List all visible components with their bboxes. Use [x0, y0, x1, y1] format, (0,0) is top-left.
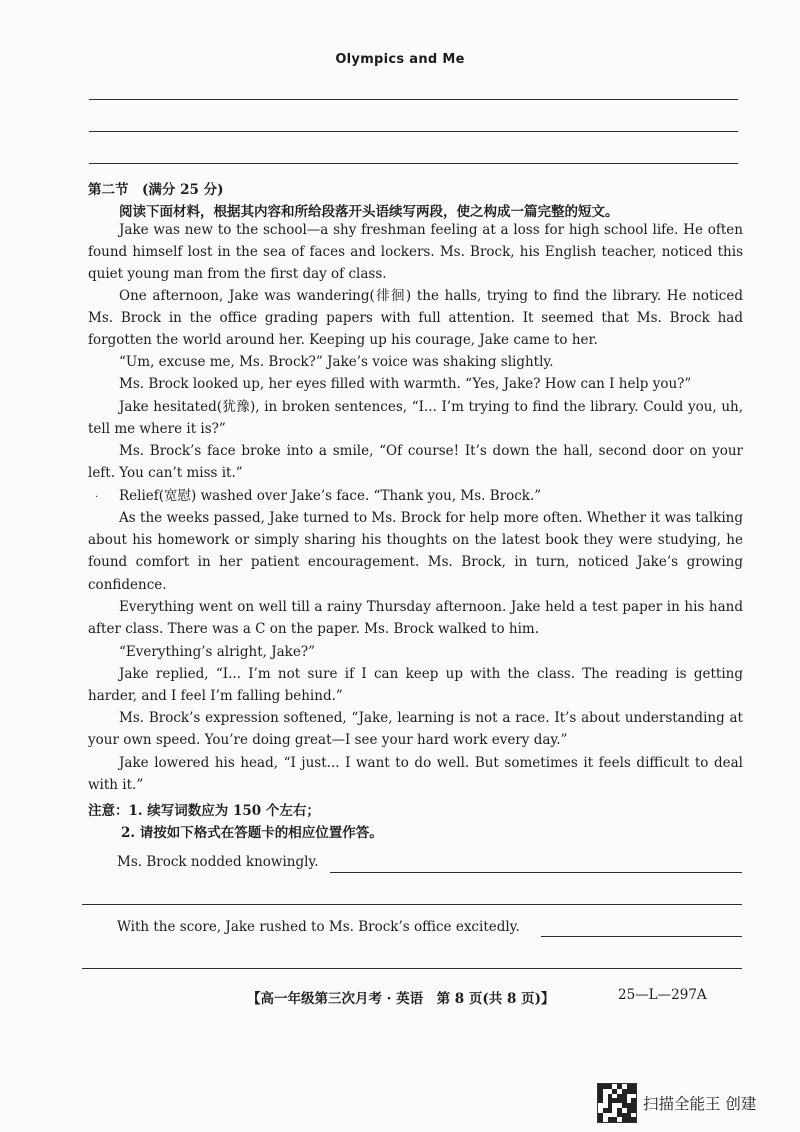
story-paragraph: “Everything’s alright, Jake?”: [119, 644, 315, 660]
paragraph-lead-2: With the score, Jake rushed to Ms. Brock’s office excitedly.: [117, 919, 520, 935]
stray-mark: .: [95, 489, 99, 500]
note-line-1: 注意：1. 续写词数应为 150 个左右；: [88, 803, 320, 819]
note-line-2: 2. 请按如下格式在答题卡的相应位置作答。: [121, 825, 383, 841]
lead-answer-line: [330, 872, 742, 873]
answer-line: [89, 163, 738, 164]
story-paragraph: Ms. Brock’s expression softened, “Jake, learning is not a race. It’s about understanding at your own speed. You’re doing great—I see your hard work every day.”: [88, 710, 743, 749]
answer-line: [89, 99, 738, 100]
story-paragraph: As the weeks passed, Jake turned to Ms. Brock for help more often. Whether it was talking about his homework or simply sharing his thoughts on the latest book they were studying, he found comfort in her patient encouragement. Ms. Brock, in turn, noticed Jake’s growing confidence.: [88, 510, 743, 593]
answer-line: [82, 968, 742, 969]
qr-code-icon: [597, 1083, 637, 1123]
story-paragraph: Jake replied, “I... I’m not sure if I can keep up with the class. The reading is getting harder, and I feel I’m falling behind.”: [88, 666, 743, 705]
story-paragraph: Jake was new to the school—a shy freshman feeling at a loss for high school life. He often found himself lost in the sea of faces and lockers. Ms. Brock, his English teacher, noticed this quiet young man from the first day of class.: [88, 222, 743, 283]
section-heading: 第二节 (满分 25 分): [88, 182, 224, 198]
story-paragraph: Relief(宽慰) washed over Jake’s face. “Thank you, Ms. Brock.”: [119, 488, 542, 504]
paragraph-lead-1: Ms. Brock nodded knowingly.: [117, 854, 319, 870]
story-paragraph: Jake lowered his head, “I just... I want to do well. But sometimes it feels difficult to deal with it.”: [88, 755, 743, 794]
lead-answer-line: [541, 936, 742, 937]
story-paragraph: “Um, excuse me, Ms. Brock?” Jake’s voice was shaking slightly.: [119, 354, 554, 370]
story-paragraph: One afternoon, Jake was wandering(徘徊) the halls, trying to find the library. He noticed Ms. Brock in the office grading papers with full attention. It seemed that Ms. Brock had forgotten the world around her. Keeping up his courage, Jake came to her.: [88, 288, 743, 349]
footer-exam-info: 【高一年级第三次月考 · 英语 第 8 页(共 8 页)】: [247, 991, 555, 1007]
task-instruction: 阅读下面材料，根据其内容和所给段落开头语续写两段，使之构成一篇完整的短文。: [119, 204, 619, 220]
scan-watermark: [597, 1083, 756, 1123]
answer-line: [82, 904, 742, 905]
story-paragraph: Everything went on well till a rainy Thursday afternoon. Jake held a test paper in his hand after class. There was a C on the paper. Ms. Brock walked to him.: [88, 599, 743, 638]
scan-watermark-text: 扫描全能王 创建: [643, 1095, 757, 1113]
story-paragraph: Jake hesitated(犹豫), in broken sentences, “I... I’m trying to find the library. Could you, uh, tell me where it is?”: [88, 399, 743, 438]
page-title: Olympics and Me: [335, 52, 465, 67]
footer-code: 25—L—297A: [618, 987, 707, 1003]
story-paragraph: Ms. Brock looked up, her eyes filled with warmth. “Yes, Jake? How can I help you?”: [119, 376, 692, 392]
answer-line: [89, 131, 738, 132]
story-paragraph: Ms. Brock’s face broke into a smile, “Of course! It’s down the hall, second door on your left. You can’t miss it.”: [88, 443, 743, 482]
